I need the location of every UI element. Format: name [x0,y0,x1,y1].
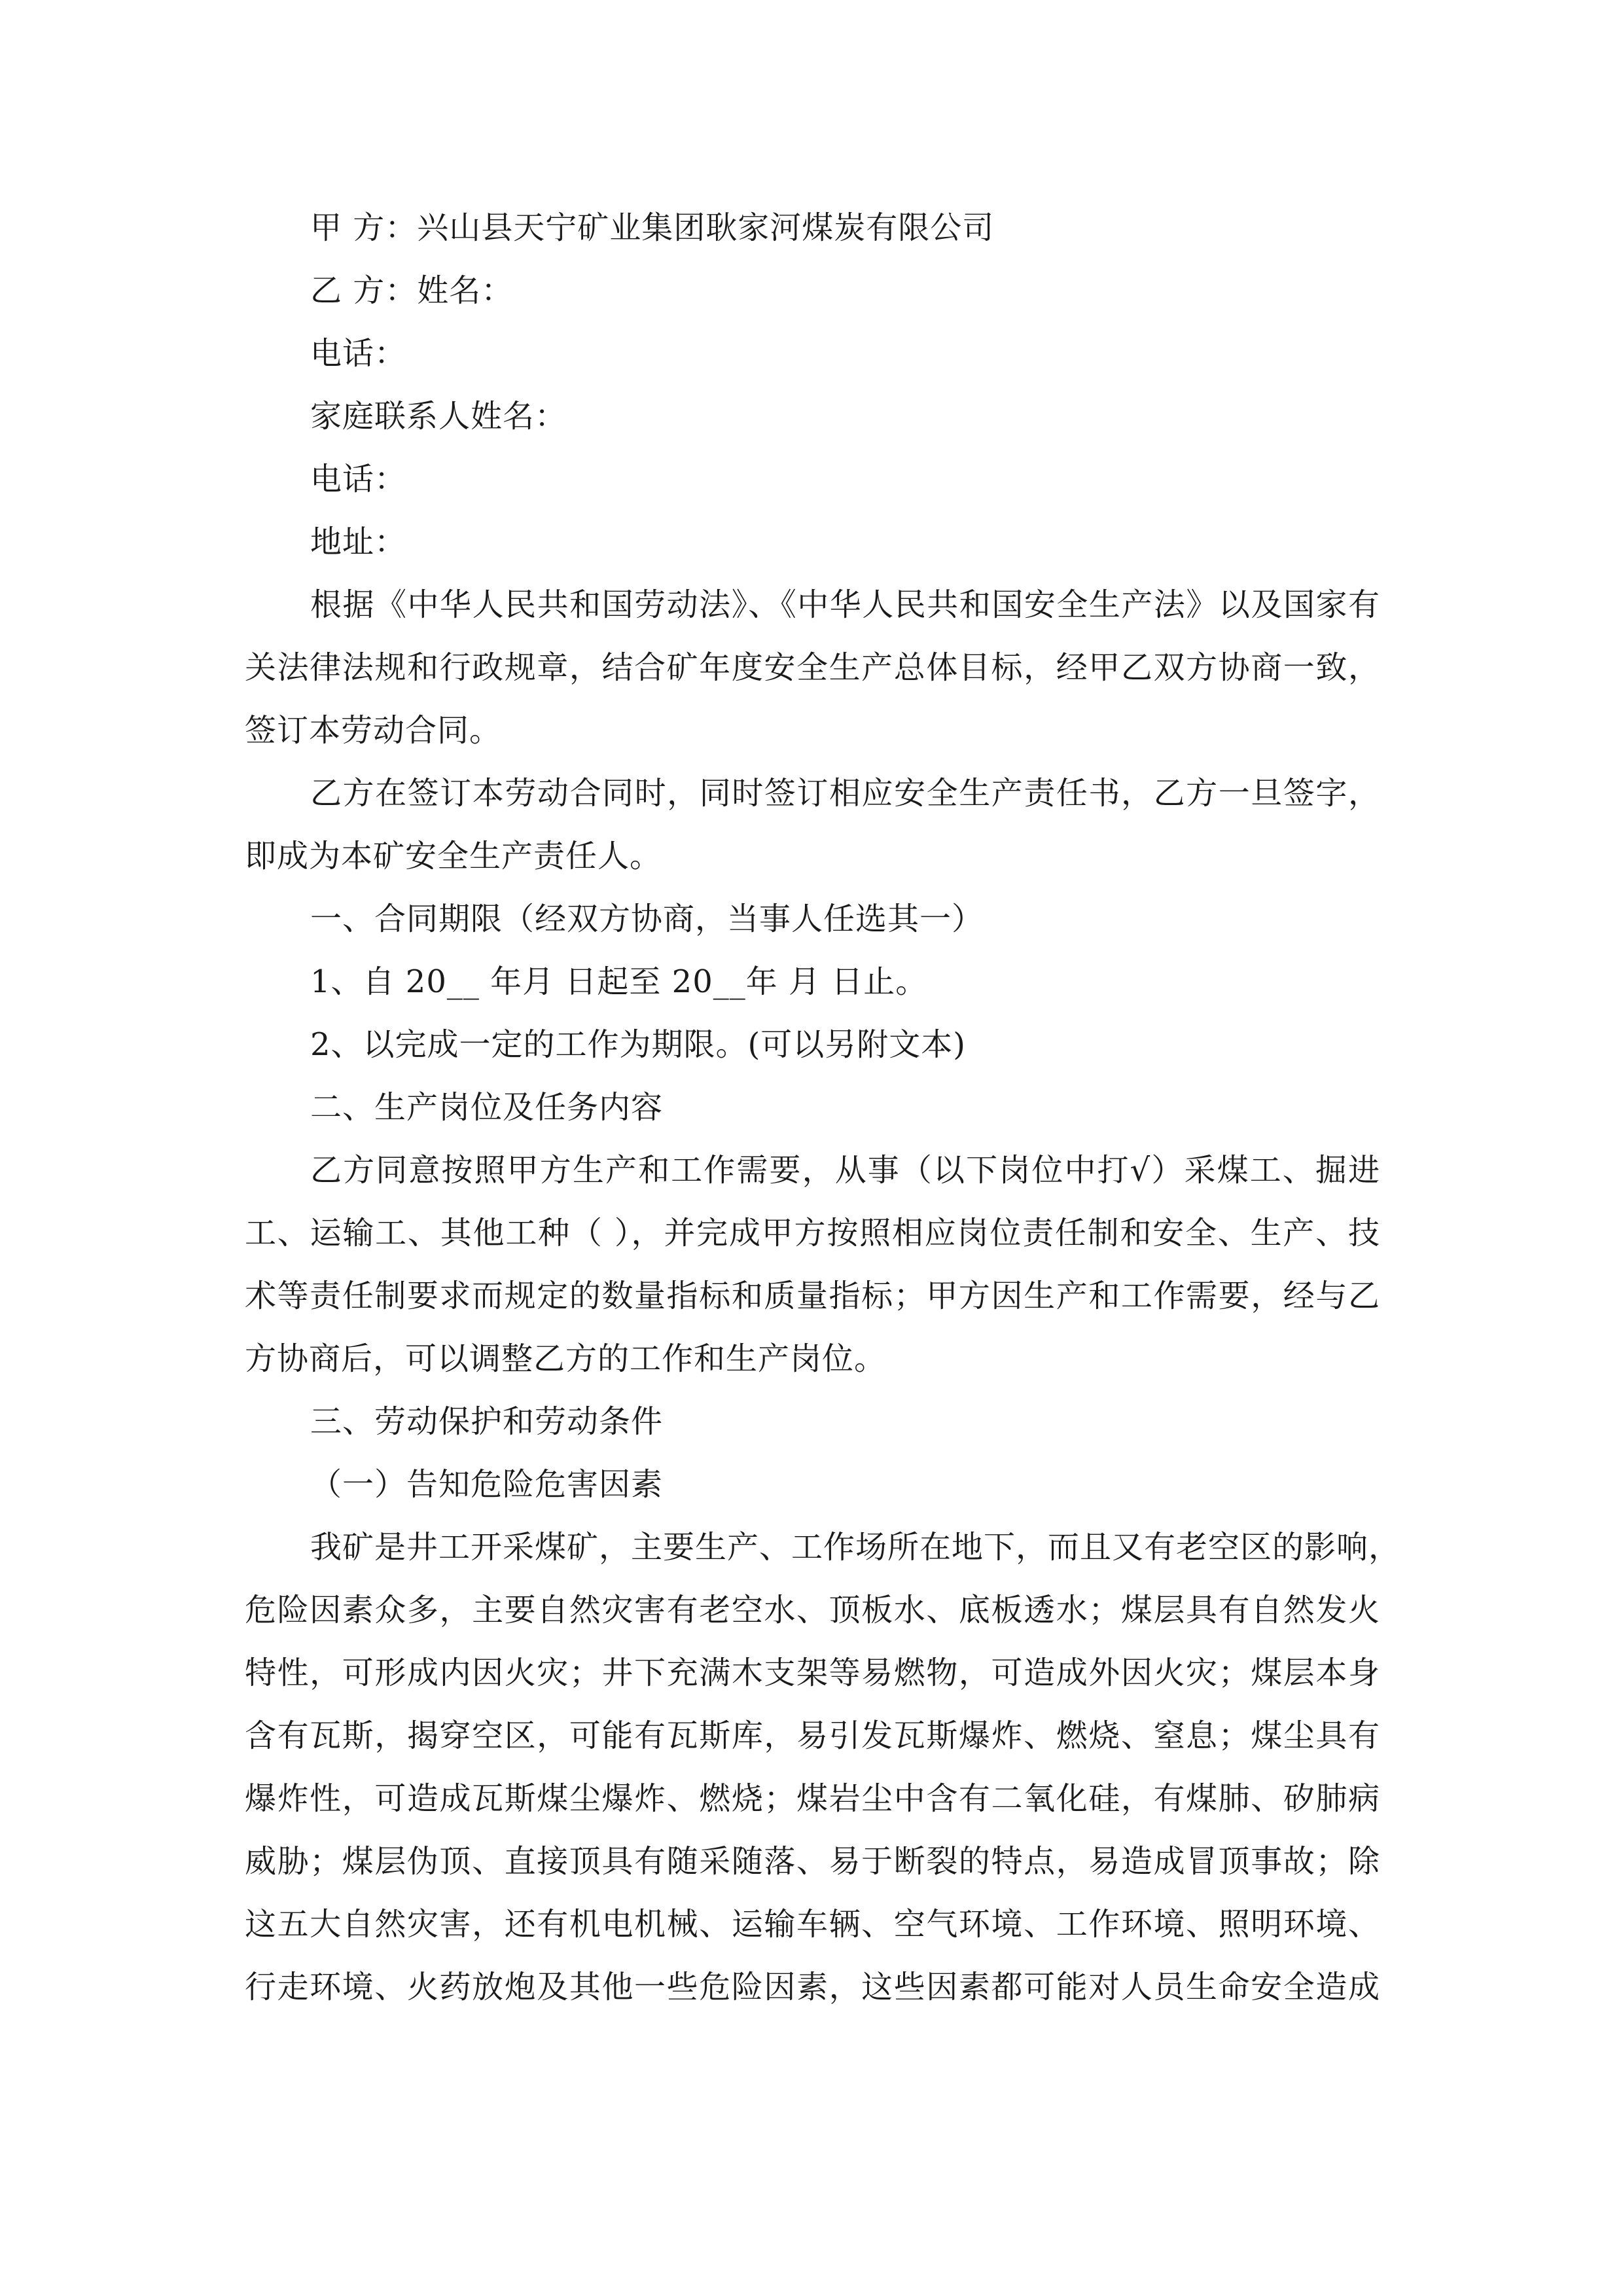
section-2-heading: 二、生产岗位及任务内容 [310,1089,664,1126]
paragraph-line: 乙方在签订本劳动合同时，同时签订相应安全生产责任书，乙方一旦签字， [310,775,1380,812]
paragraph-line: 即成为本矿安全生产责任人。 [245,838,662,874]
paragraph-line: 这五大自然灾害，还有机电机械、运输车辆、空气环境、工作环境、照明环境、 [245,1906,1380,1943]
paragraph-line: 签订本劳动合同。 [245,712,502,749]
section-3-heading: 三、劳动保护和劳动条件 [310,1403,664,1440]
term-option-2: 2、以完成一定的工作为期限。(可以另附文本) [310,1026,966,1063]
party-b-line [245,259,1380,322]
paragraph-line: 关法律法规和行政规章，结合矿年度安全生产总体目标，经甲乙双方协商一致， [245,649,1380,686]
paragraph-line: 威胁；煤层伪顶、直接顶具有随采随落、易于断裂的特点，易造成冒顶事故；除 [245,1843,1380,1880]
paragraph-line: 爆炸性，可造成瓦斯煤尘爆炸、燃烧；煤岩尘中含有二氧化硅，有煤肺、矽肺病 [245,1780,1380,1817]
party-a-line [245,196,1380,259]
party-b-label: 乙 方： [310,272,418,309]
paragraph-line: 乙方同意按照甲方生产和工作需要，从事（以下岗位中打√）采煤工、掘进 [310,1152,1380,1189]
paragraph-line: 工、运输工、其他工种（ ），并完成甲方按照相应岗位责任制和安全、生产、技 [245,1215,1380,1251]
phone-field: 电话： [310,335,407,372]
paragraph-line: 特性，可形成内因火灾；井下充满木支架等易燃物，可造成外因火灾；煤层本身 [245,1655,1380,1691]
party-a-name: 兴山县天宁矿业集团耿家河煤炭有限公司 [417,209,995,246]
paragraph-line: 含有瓦斯，揭穿空区，可能有瓦斯库，易引发瓦斯爆炸、燃烧、窒息；煤尘具有 [245,1717,1380,1754]
family-phone-field: 电话： [310,461,407,497]
paragraph-line: 危险因素众多，主要自然灾害有老空水、顶板水、底板透水；煤层具有自然发火 [245,1592,1380,1628]
address-field: 地址： [310,524,407,560]
party-b-name-field: 姓名： [417,272,514,309]
paragraph-line: 行走环境、火药放炮及其他一些危险因素，这些因素都可能对人员生命安全造成 [245,1969,1380,2005]
paragraph-line: 方协商后，可以调整乙方的工作和生产岗位。 [245,1340,887,1377]
paragraph-line: 术等责任制要求而规定的数量指标和质量指标；甲方因生产和工作需要，经与乙 [245,1278,1380,1314]
contract-body [245,196,1401,2018]
paragraph-line: 我矿是井工开采煤矿，主要生产、工作场所在地下，而且又有老空区的影响， [310,1529,1401,1566]
term-option-1: 1、自 20__ 年月 日起至 20__年 月 日止。 [310,963,928,1000]
party-a-label: 甲 方： [310,209,418,246]
section-3-subheading: （一）告知危险危害因素 [310,1466,664,1503]
paragraph-line: 根据《中华人民共和国劳动法》、《中华人民共和国安全生产法》以及国家有 [310,586,1380,623]
section-1-heading: 一、合同期限（经双方协商，当事人任选其一） [310,901,984,937]
family-contact-field: 家庭联系人姓名： [310,398,567,435]
